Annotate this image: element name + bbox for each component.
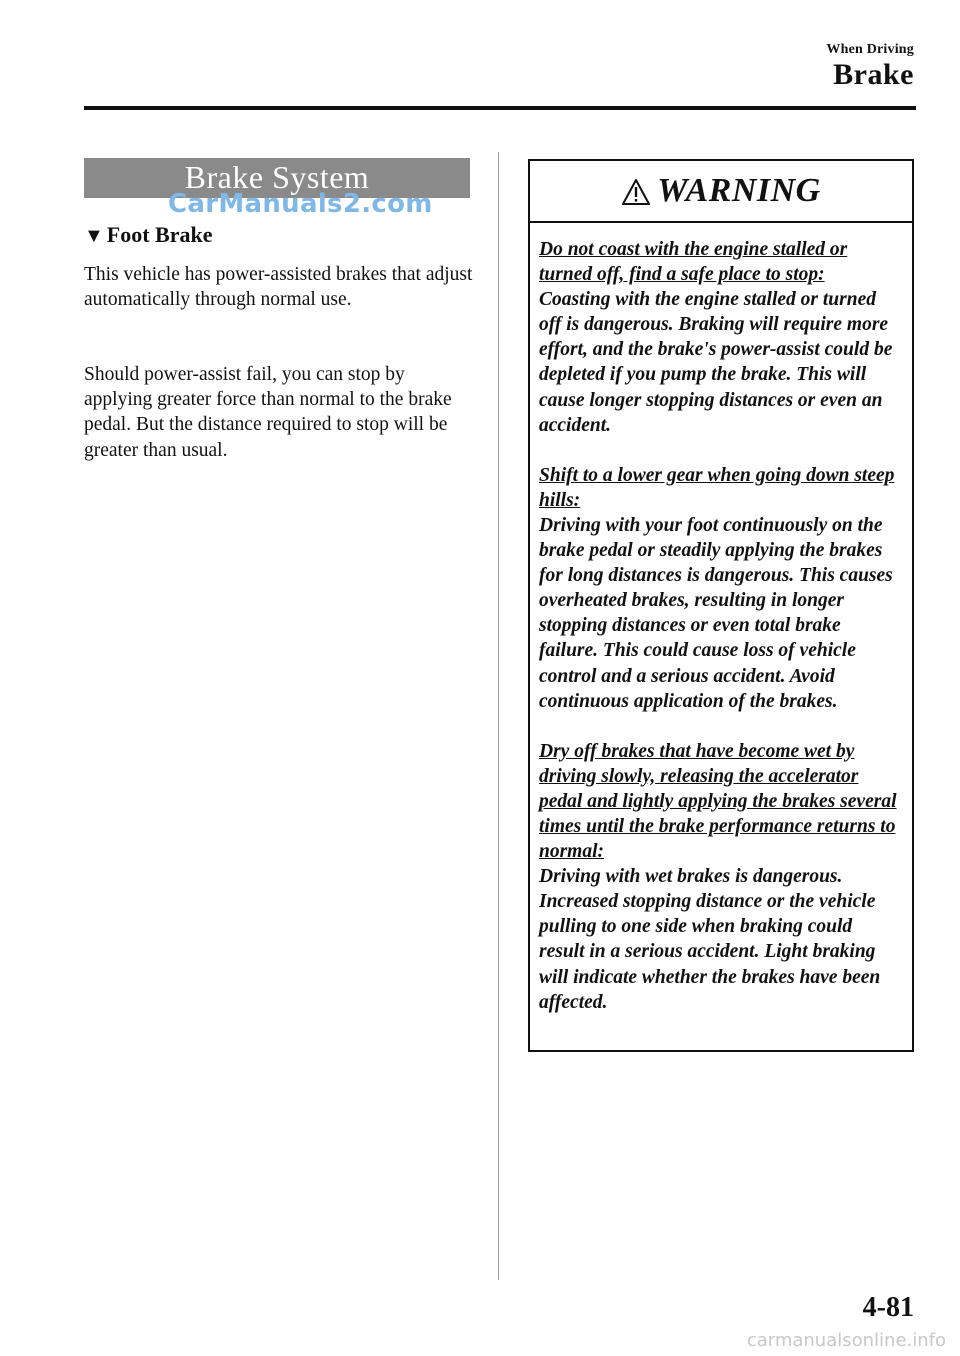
subsection-title: Foot Brake bbox=[106, 222, 213, 247]
warning-item-heading: Shift to a lower gear when going down steep hills: bbox=[539, 464, 895, 511]
column-divider bbox=[498, 152, 499, 1280]
warning-triangle-icon bbox=[621, 178, 651, 206]
warning-item bbox=[539, 237, 902, 438]
watermark-overlay: CarManuals2.com bbox=[168, 189, 433, 219]
body-paragraph: This vehicle has power-assisted brakes that adjust automatically through normal use. bbox=[84, 264, 473, 311]
page-title: Brake bbox=[833, 58, 914, 91]
warning-item bbox=[539, 739, 902, 1015]
triangle-marker-icon: ▼ bbox=[84, 225, 104, 247]
page-number: 4-81 bbox=[862, 1292, 914, 1323]
section-title: Brake System bbox=[184, 159, 370, 195]
warning-box bbox=[528, 159, 914, 1052]
warning-item-heading: Dry off brakes that have become wet by driving slowly, releasing the accelerator pedal and lightly applying the brakes several times until the brake performance returns to normal: bbox=[539, 740, 897, 863]
footer-watermark: carmanualsonline.info bbox=[746, 1330, 946, 1351]
warning-header bbox=[530, 161, 912, 223]
warning-content bbox=[530, 223, 912, 1015]
warning-item-text: Driving with wet brakes is dangerous. Increased stopping distance or the vehicle pulling to one side when braking could result in a serious accident. Light braking will indicate whether the brakes have been affected. bbox=[539, 866, 881, 1013]
warning-item-text: Coasting with the engine stalled or turned off is dangerous. Braking will require more effort, and the brake's power-assist could be depleted if you pump the brake. This will cause longer stopping distances or even an accident. bbox=[539, 289, 893, 436]
warning-item-heading: Do not coast with the engine stalled or turned off, find a safe place to stop: bbox=[539, 239, 848, 286]
chapter-label: When Driving bbox=[826, 42, 914, 57]
subsection-heading bbox=[84, 222, 213, 248]
warning-item bbox=[539, 463, 902, 714]
warning-item-text: Driving with your foot continuously on the brake pedal or steadily applying the brakes for long distances is dangerous. This causes overheated brakes, resulting in longer stopping distances or even total brake failure. This could cause loss of vehicle control and a serious accident. Avoid continuous application of the brakes. bbox=[539, 514, 893, 712]
header-rule bbox=[84, 106, 916, 110]
body-paragraph: Should power-assist fail, you can stop by applying greater force than normal to the brake pedal. But the distance required to stop will be greater than usual. bbox=[84, 364, 452, 461]
warning-label: WARNING bbox=[657, 172, 821, 209]
